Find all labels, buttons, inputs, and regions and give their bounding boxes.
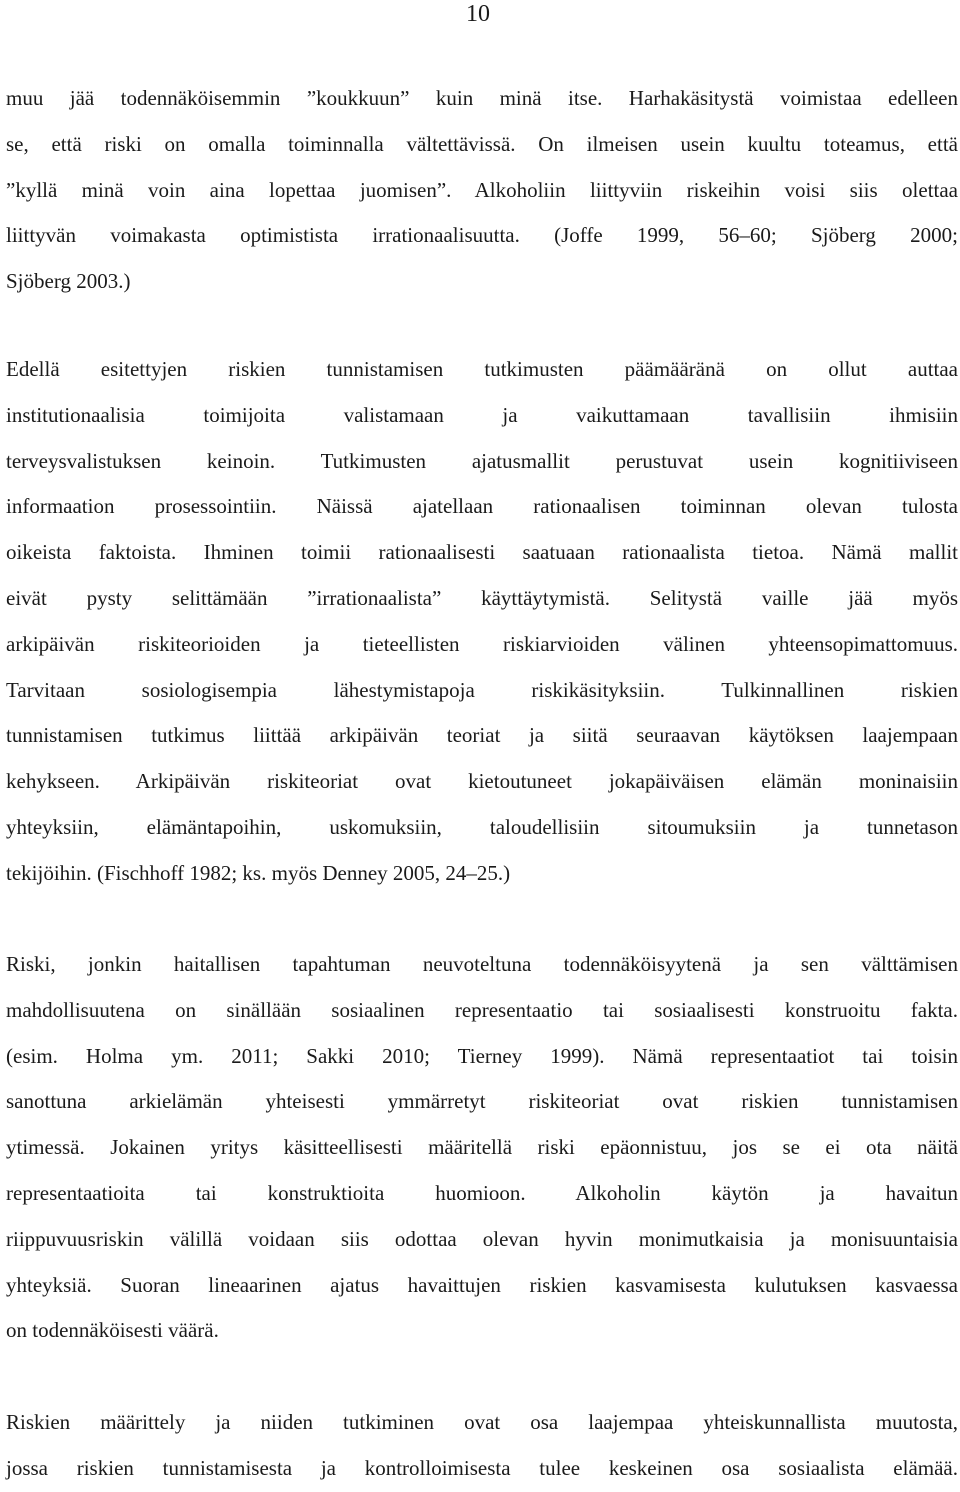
text-line: Edellä esitettyjen riskien tunnistamisen tutkimusten päämääränä on ollut auttaa bbox=[6, 357, 958, 381]
text-line: yhteyksiin, elämäntapoihin, uskomuksiin, taloudellisiin sitoumuksiin ja tunnetason bbox=[6, 814, 958, 839]
text-line: Sjöberg 2003.) bbox=[6, 269, 131, 294]
text-line: jossa riskien tunnistamisesta ja kontrolloimisesta tulee keskeinen osa sosiaalista elämää. bbox=[6, 1455, 958, 1480]
text-line: Riskien määrittely ja niiden tutkiminen ovat osa laajempaa yhteiskunnallista muutosta, bbox=[6, 1410, 958, 1434]
text-line: liittyvän voimakasta optimistista irrationaalisuutta. (Joffe 1999, 56–60; Sjöberg 2000; bbox=[6, 223, 958, 248]
text-line: representaatioita tai konstruktioita huomioon. Alkoholin käytön ja havaitun bbox=[6, 1180, 958, 1205]
text-line: muu jää todennäköisemmin ”koukkuun” kuin minä itse. Harhakäsitystä voimistaa edelleen bbox=[6, 86, 958, 110]
text-line: Riski, jonkin haitallisen tapahtuman neuvoteltuna todennäköisyytenä ja sen välttämisen bbox=[6, 952, 958, 976]
text-line: on todennäköisesti väärä. bbox=[6, 1318, 219, 1343]
text-line: tekijöihin. (Fischhoff 1982; ks. myös Denney 2005, 24–25.) bbox=[6, 860, 511, 885]
text-line: yhteyksiä. Suoran lineaarinen ajatus havaittujen riskien kasvamisesta kulutuksen kasvaessa bbox=[6, 1272, 958, 1297]
text-line: se, että riski on omalla toiminnalla vältettävissä. On ilmeisen usein kuultu toteamus, että bbox=[6, 131, 958, 156]
text-line: ytimessä. Jokainen yritys käsitteellisesti määritellä riski epäonnistuu, jos se ei ota näitä bbox=[6, 1135, 958, 1160]
paragraph-2 bbox=[6, 347, 958, 897]
text-line: mahdollisuutena on sinällään sosiaalinen representaatio tai sosiaalisesti konstruoitu fakta. bbox=[6, 997, 958, 1022]
text-line: informaation prosessointiin. Näissä ajatellaan rationaalisen toiminnan olevan tulosta bbox=[6, 494, 958, 519]
paragraph-4 bbox=[6, 1400, 958, 1492]
text-line: sanottuna arkielämän yhteisesti ymmärretyt riskiteoriat ovat riskien tunnistamisen bbox=[6, 1089, 958, 1114]
text-line: tunnistamisen tutkimus liittää arkipäivän teoriat ja siitä seuraavan käytöksen laajempaan bbox=[6, 723, 958, 748]
text-line: eivät pysty selittämään ”irrationaalista” käyttäytymistä. Selitystä vaille jää myös bbox=[6, 585, 958, 610]
text-line: institutionaalisia toimijoita valistamaan ja vaikuttamaan tavallisiin ihmisiin bbox=[6, 402, 958, 427]
paragraph-1 bbox=[6, 76, 958, 305]
page-number: 10 bbox=[466, 1, 490, 27]
text-line: Tarvitaan sosiologisempia lähestymistapoja riskikäsityksiin. Tulkinnallinen riskien bbox=[6, 677, 958, 702]
text-line: (esim. Holma ym. 2011; Sakki 2010; Tierney 1999). Nämä representaatiot tai toisin bbox=[6, 1043, 958, 1068]
text-line: ”kyllä minä voin aina lopettaa juomisen”. Alkoholiin liittyviin riskeihin voisi siis olettaa bbox=[6, 177, 958, 202]
text-line: terveysvalistuksen keinoin. Tutkimusten ajatusmallit perustuvat usein kognitiiviseen bbox=[6, 448, 958, 473]
text-line: oikeista faktoista. Ihminen toimii rationaalisesti saatuaan rationaalista tietoa. Nämä mallit bbox=[6, 540, 958, 565]
text-line: arkipäivän riskiteorioiden ja tieteellisten riskiarvioiden välinen yhteensopimattomuus. bbox=[6, 631, 958, 656]
text-line: kehykseen. Arkipäivän riskiteoriat ovat kietoutuneet jokapäiväisen elämän moninaisiin bbox=[6, 769, 958, 794]
paragraph-3 bbox=[6, 942, 958, 1354]
text-line: riippuvuusriskin välillä voidaan siis odottaa olevan hyvin monimutkaisia ja monisuuntaisia bbox=[6, 1226, 958, 1251]
